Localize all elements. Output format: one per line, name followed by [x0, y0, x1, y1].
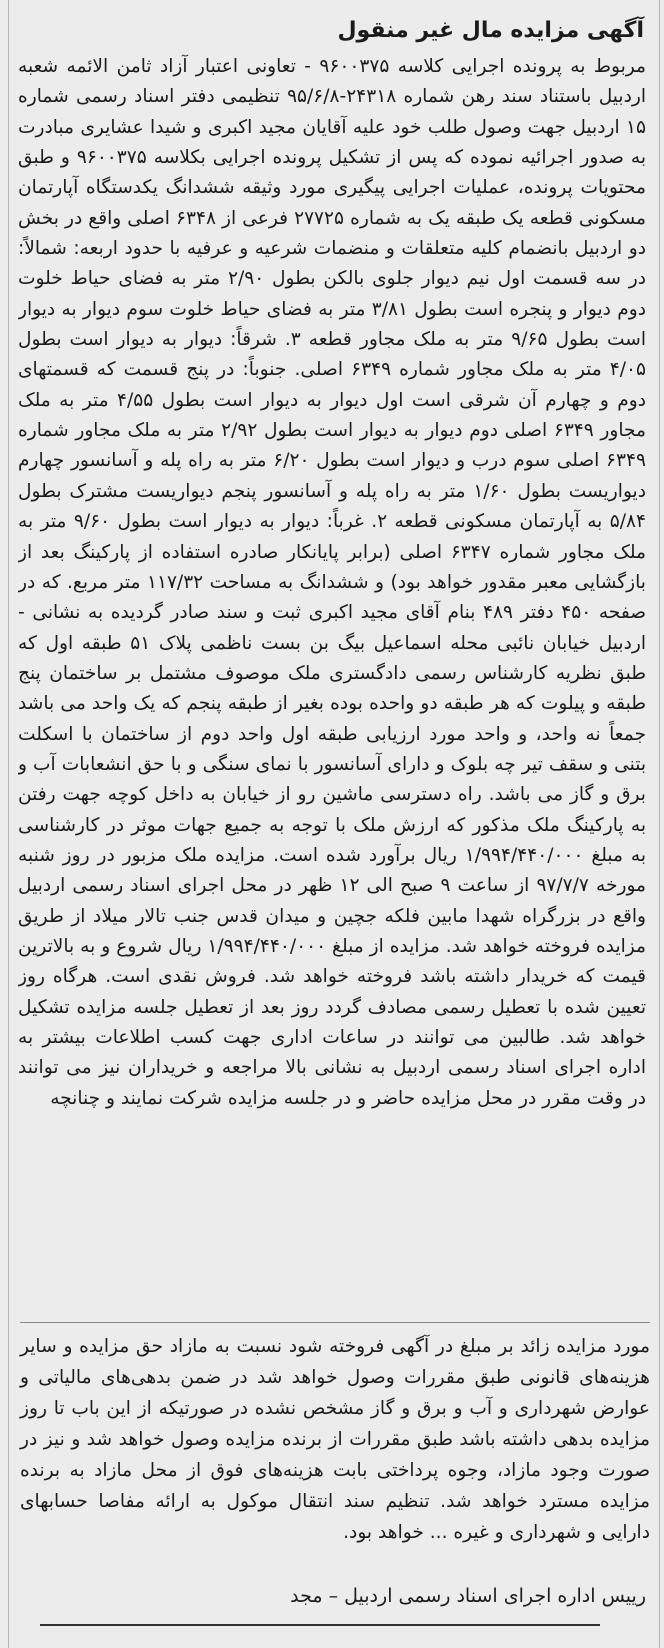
notice-continuation: مورد مزایده زائد بر مبلغ در آگهی فروخته شود نسبت به مازاد حق مزایده و سایر هزینه‌های قانونی طبق مقررات وصول خواهد شد در ضمن بدهی‌های مالیاتی و عوارض شهرداری و آب و برق و گاز مشخص نشده در صورتیکه از این باب تا روز مزایده بدهی داشته باشد طبق مقررات از برنده مزایده وصول خواهد شد و نیز در صورت وجود مازاد، وجوه پرداختی بابت هزینه‌های فوق از محل مازاد به برنده مزایده مسترد خواهد شد. تنظیم سند انتقال موکول به ارائه مفاصا حسابهای دارایی و شهرداری و غیره ... خواهد بود. — [20, 1336, 650, 1543]
notice-signature: رییس اداره اجرای اسناد رسمی اردبیل – مجد — [290, 1585, 646, 1607]
notice-body: مربوط به پرونده اجرایی کلاسه ۹۶۰۰۳۷۵ - تعاونی اعتبار آزاد ثامن الائمه شعبه اردبیل باستناد سند رهن شماره ۲۴۳۱۸-۹۵/۶/۸ تنظیمی دفتر اسناد رسمی شماره ۱۵ اردبیل جهت وصول طلب خود علیه آقایان مجید اکبری و شیدا عشایری مبادرت به صدور اجرائیه نموده که پس از تشکیل پرونده اجرایی بکلاسه ۹۶۰۰۳۷۵ و طبق محتویات پرونده، عملیات اجرایی پیگیری مورد وثیقه ششدانگ یکدستگاه آپارتمان مسکونی قطعه یک طبقه یک به شماره ۲۷۷۲۵ فرعی از ۶۳۴۸ اصلی واقع در بخش دو اردبیل بانضمام کلیه متعلقات و منضمات شرعیه و عرفیه با حدود اربعه: شمالاً: در سه قسمت اول نیم دیوار جلوی بالکن بطول ۲/۹۰ متر به فضای حیاط خلوت دوم دیوار و پنجره است بطول ۳/۸۱ متر به فضای حیاط خلوت سوم دیوار به دیوار است بطول ۹/۶۵ متر به ملک مجاور قطعه ۳. شرقاً: دیوار به دیوار است بطول ۴/۰۵ متر به ملک مجاور شماره ۶۳۴۹ اصلی. جنوباً: در پنج قسمت که قسمتهای دوم و چهارم آن شرقی است اول دیوار به دیوار است بطول ۴/۵۵ متر به ملک مجاور ۶۳۴۹ اصلی دوم دیوار به دیوار است بطول ۲/۹۲ متر به ملک مجاور شماره ۶۳۴۹ اصلی سوم درب و دیوار است بطول ۶/۲۰ متر به راه پله و آسانسور چهارم دیواریست بطول ۱/۶۰ متر به راه پله و آسانسور پنجم دیواریست مشترک بطول ۵/۸۴ به آپارتمان مسکونی قطعه ۲. غرباً: دیوار به دیوار است بطول ۹/۶۰ متر به ملک مجاور شماره ۶۳۴۷ اصلی (برابر پایانکار صادره استفاده از پارکینگ بعد از بازگشایی معبر مقدور خواهد بود) و ششدانگ به مساحت ۱۱۷/۳۲ متر مربع. که در صفحه ۴۵۰ دفتر ۴۸۹ بنام آقای مجید اکبری ثبت و سند صادر گردیده به نشانی - اردبیل خیابان نائبی محله اسماعیل بیگ بن بست ناظمی پلاک ۵۱ طبقه اول که طبق نظریه کارشناس رسمی دادگستری ملک موصوف مشتمل بر ساختمان پنج طبقه و پیلوت که هر طبقه دو واحده بوده بغیر از طبقه پنجم که یک واحد می باشد جمعاً نه واحد، و واحد مورد ارزیابی طبقه اول واحد دوم از ساختمان با اسکلت بتنی و سقف تیر چه بلوک و دارای آسانسور با نمای سنگی و با حق انشعابات آب و برق و گاز می باشد. راه دسترسی ماشین رو از خیابان به داخل کوچه جهت رفتن به پارکینگ ملک مذکور که ارزش ملک با توجه به جمیع جهات موثر در کارشناسی به مبلغ ۱/۹۹۴/۴۴۰/۰۰۰ ریال برآورد شده است. مزایده ملک مزبور در روز شنبه مورخه ۹۷/۷/۷ از ساعت ۹ صبح الی ۱۲ ظهر در محل اجرای اسناد رسمی اردبیل واقع در بزرگراه شهدا مابین فلکه جچین و میدان قدس جنب تالار میلاد از طریق مزایده فروخته خواهد شد. مزایده از مبلغ ۱/۹۹۴/۴۴۰/۰۰۰ ریال شروع و به بالاترین قیمت که خریدار داشته باشد فروخته خواهد شد. فروش نقدی است. هرگاه روز تعیین شده با تعطیل رسمی مصادف گردد روز بعد از تعطیل جلسه مزایده تشکیل خواهد شد. طالبین می توانند در ساعات اداری جهت کسب اطلاعات بیشتر به اداره اجرای اسناد رسمی اردبیل به نشانی بالا مراجعه و خریداران نیز می توانند در وقت مقرر در محل مزایده حاضر و در جلسه مزایده شرکت نمایند و چنانچه — [18, 56, 646, 1109]
column-divider-right — [659, 0, 660, 1648]
continuation-block — [20, 1322, 650, 1548]
bottom-divider — [40, 1624, 600, 1626]
column-divider-left — [8, 0, 9, 1648]
notice-title: آگهی مزایده مال غیر منقول — [337, 18, 644, 43]
